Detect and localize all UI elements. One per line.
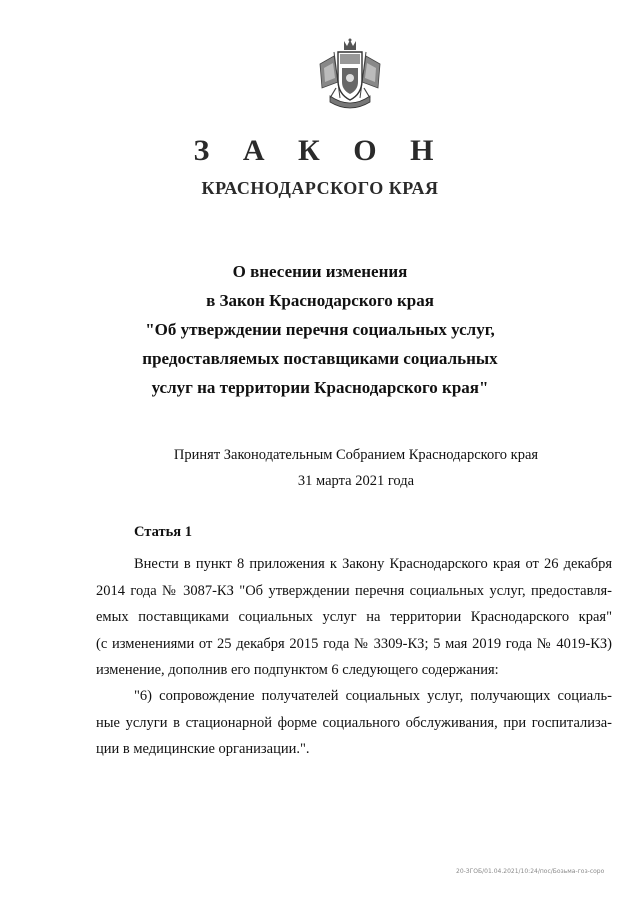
paragraph-line: 2014 года № 3087-КЗ "Об утверждении перечня социальных услуг, предоставля- xyxy=(96,582,612,599)
paragraph-line: (с изменениями от 25 декабря 2015 года № 3309-КЗ; 5 мая 2019 года № 4019-КЗ) xyxy=(96,635,612,652)
paragraph-line: ции в медицинские организации.". xyxy=(96,741,310,757)
article-heading: Статья 1 xyxy=(134,524,192,540)
paragraph-line: "6) сопровождение получателей социальных услуг, получающих социаль- xyxy=(134,688,612,704)
adoption-date: 31 марта 2021 года xyxy=(297,473,415,489)
adoption-line: Принят Законодательным Собранием Краснодарского края xyxy=(173,447,539,463)
region-title: КРАСНОДАРСКОГО КРАЯ xyxy=(201,178,439,198)
paragraph-line: Внести в пункт 8 приложения к Закону Краснодарского края от 26 декабря xyxy=(134,556,612,572)
article-paragraph xyxy=(96,551,612,684)
paragraph-line: изменение, дополнив его подпунктом 6 следующего содержания: xyxy=(96,662,499,678)
law-title: З А К О Н xyxy=(193,134,447,167)
subject-line: в Закон Краснодарского края xyxy=(206,291,434,310)
article-paragraph xyxy=(96,683,612,763)
registration-stamp: 20-ЗГОБ/01.04.2021/10:24/пос/Бозьма-гоз-соро xyxy=(456,868,605,875)
subject-line: предоставляемых поставщиками социальных xyxy=(142,349,498,368)
adoption-note xyxy=(0,442,640,494)
paragraph-line: емых поставщиками социальных услуг на территории Краснодарского края" xyxy=(96,609,612,625)
subject-line: "Об утверждении перечня социальных услуг, xyxy=(145,320,495,339)
law-subject xyxy=(0,257,640,402)
paragraph-line: ные услуги в стационарной форме социального обслуживания, при госпитализа- xyxy=(96,714,612,731)
subject-line: О внесении изменения xyxy=(232,262,408,281)
coat-of-arms-icon xyxy=(316,38,384,114)
subject-line: услуг на территории Краснодарского края" xyxy=(151,378,489,397)
